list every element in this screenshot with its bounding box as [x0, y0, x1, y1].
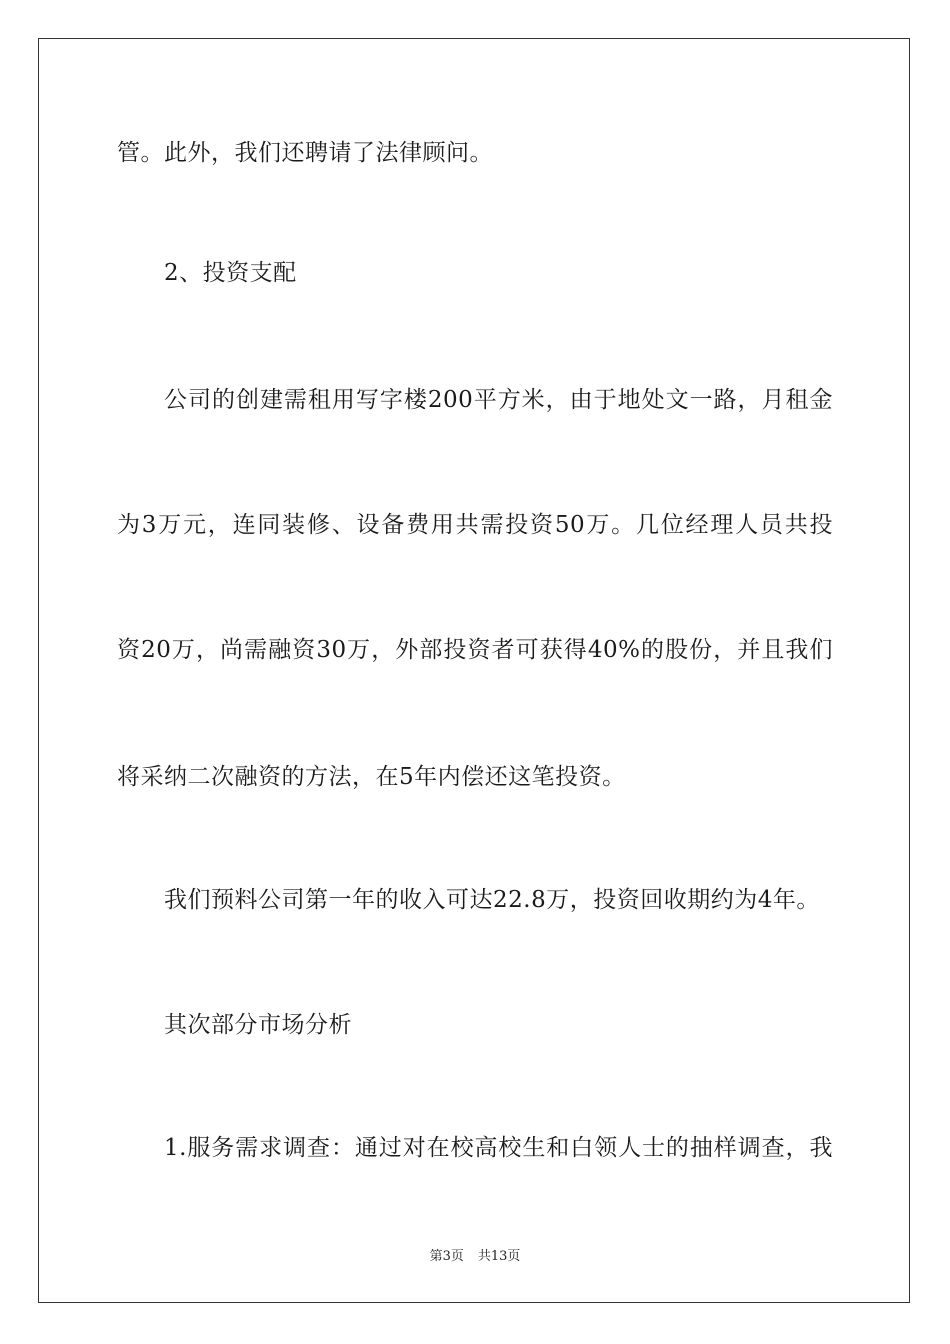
page-footer: [0, 1248, 950, 1266]
paragraph-line: 管。此外，我们还聘请了法律顾问。: [117, 140, 493, 166]
page-number: 第3页: [429, 1249, 464, 1264]
paragraph-line: 1.服务需求调查：通过对在校高校生和白领人士的抽样调查，我: [164, 1135, 833, 1161]
section-heading: 其次部分市场分析: [164, 1012, 352, 1038]
total-pages: 共13页: [477, 1249, 521, 1264]
paragraph-line: 为3万元，连同装修、设备费用共需投资50万。几位经理人员共投: [117, 512, 833, 538]
page-border: [38, 38, 910, 1303]
paragraph-line: 将采纳二次融资的方法，在5年内偿还这笔投资。: [117, 764, 626, 790]
paragraph-line: 我们预料公司第一年的收入可达22.8万，投资回收期约为4年。: [164, 887, 820, 913]
paragraph-line: 资20万，尚需融资30万，外部投资者可获得40%的股份，并且我们: [117, 637, 833, 663]
section-heading: 2、投资支配: [164, 260, 297, 286]
paragraph-line: 公司的创建需租用写字楼200平方米，由于地处文一路，月租金: [164, 387, 833, 413]
